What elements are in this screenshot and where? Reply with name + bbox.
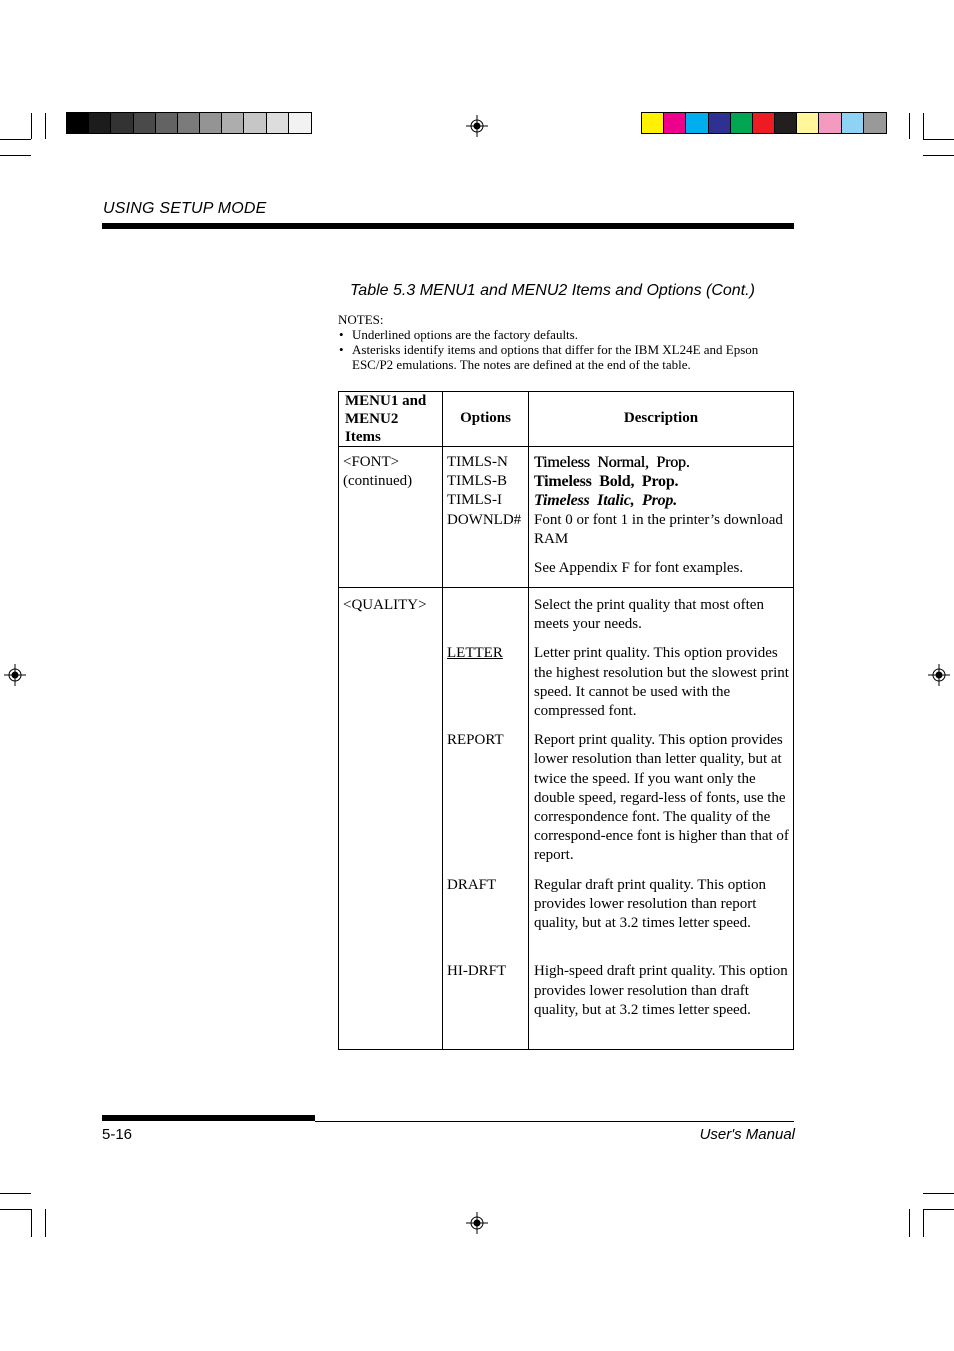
download-description: Font 0 or font 1 in the printer’s download RAM bbox=[534, 511, 783, 547]
header-items bbox=[339, 392, 443, 447]
crop-mark bbox=[923, 113, 924, 139]
options-cell bbox=[443, 588, 529, 1050]
color-swatch bbox=[111, 113, 133, 133]
crop-mark bbox=[0, 1193, 31, 1194]
color-swatch bbox=[664, 113, 686, 133]
color-swatch bbox=[753, 113, 775, 133]
table-row-quality bbox=[339, 588, 794, 1050]
crop-mark bbox=[31, 113, 32, 139]
notes-label: NOTES: bbox=[338, 312, 384, 327]
table-header-row bbox=[339, 392, 794, 447]
color-swatch bbox=[797, 113, 819, 133]
option-letter: LETTER bbox=[447, 645, 503, 662]
registration-target-icon bbox=[4, 664, 26, 686]
table-title: Table 5.3 MENU1 and MENU2 Items and Options (Cont.) bbox=[350, 282, 755, 299]
registration-target-icon bbox=[928, 664, 950, 686]
color-swatch bbox=[244, 113, 266, 133]
letter-description: Letter print quality. This option provides the highest resolution but the slowest print speed. It cannot be used with the compressed font. bbox=[534, 645, 789, 719]
note-item: • Underlined options are the factory defaults. bbox=[338, 327, 788, 342]
option-timls-n: TIMLS-N bbox=[447, 454, 508, 470]
color-swatch bbox=[842, 113, 864, 133]
color-swatch bbox=[731, 113, 753, 133]
header-options: Options bbox=[443, 392, 529, 447]
crop-mark bbox=[909, 1209, 910, 1237]
crop-mark bbox=[923, 1209, 954, 1210]
header-rule bbox=[102, 223, 794, 229]
option-timls-i: TIMLS-I bbox=[447, 492, 502, 509]
color-swatch bbox=[222, 113, 244, 133]
color-swatch bbox=[289, 113, 311, 133]
color-swatch bbox=[156, 113, 178, 133]
crop-mark bbox=[923, 1209, 924, 1237]
color-swatch bbox=[267, 113, 289, 133]
color-swatch bbox=[200, 113, 222, 133]
item-cell bbox=[339, 447, 443, 588]
description-cell bbox=[529, 588, 794, 1050]
font-sample-italic: Timeless Italic, Prop. bbox=[534, 492, 678, 510]
process-color-bar bbox=[641, 112, 887, 134]
color-swatch bbox=[134, 113, 156, 133]
page-number: 5-16 bbox=[102, 1126, 133, 1143]
color-swatch bbox=[709, 113, 731, 133]
option-timls-b: TIMLS-B bbox=[447, 473, 507, 490]
option-hi-drft: HI-DRFT bbox=[447, 963, 507, 980]
font-sample-bold: Timeless Bold, Prop. bbox=[534, 473, 679, 491]
options-cell bbox=[443, 447, 529, 588]
item-name: <QUALITY> bbox=[343, 597, 427, 613]
crop-mark bbox=[923, 155, 954, 156]
document-title: User's Manual bbox=[699, 1126, 795, 1143]
crop-mark bbox=[0, 155, 31, 156]
table-row-font bbox=[339, 447, 794, 588]
color-swatch bbox=[864, 113, 886, 133]
section-title: USING SETUP MODE bbox=[103, 200, 267, 217]
header-items-text: MENU1 and MENU2 Items bbox=[345, 393, 427, 445]
crop-mark bbox=[909, 113, 910, 139]
registration-target-icon bbox=[466, 1212, 488, 1234]
hi-drft-description: High-speed draft print quality. This option provides lower resolution than draft quality, but at 3.2 times letter speed. bbox=[534, 963, 788, 1018]
notes bbox=[338, 312, 788, 372]
item-name: <FONT> bbox=[343, 454, 400, 470]
description-cell bbox=[529, 447, 794, 588]
color-swatch bbox=[775, 113, 797, 133]
crop-mark bbox=[45, 113, 46, 139]
color-swatch bbox=[89, 113, 111, 133]
item-cell bbox=[339, 588, 443, 1050]
color-swatch bbox=[686, 113, 708, 133]
color-swatch bbox=[67, 113, 89, 133]
quality-intro: Select the print quality that most often meets your needs. bbox=[534, 597, 764, 633]
grayscale-color-bar bbox=[66, 112, 312, 134]
item-name-continued: (continued) bbox=[343, 473, 413, 490]
crop-mark bbox=[923, 139, 954, 140]
footer-rule-thin bbox=[315, 1121, 794, 1122]
crop-mark bbox=[0, 1209, 31, 1210]
registration-target-icon bbox=[466, 115, 488, 137]
appendix-note: See Appendix F for font examples. bbox=[534, 560, 744, 577]
option-draft: DRAFT bbox=[447, 876, 497, 893]
menu-options-table bbox=[338, 391, 794, 1050]
footer-rule-thick bbox=[102, 1115, 315, 1121]
crop-mark bbox=[31, 1209, 32, 1237]
note-item: • Asterisks identify items and options that differ for the IBM XL24E and Epson ESC/P2 emulations. The notes are defined at the end of the table. bbox=[338, 342, 788, 372]
color-swatch bbox=[178, 113, 200, 133]
crop-mark bbox=[45, 1209, 46, 1237]
report-description: Report print quality. This option provides lower resolution than letter quality, but at twice the speed. If you want only the double speed, regard-less of fonts, use the correspondence font. The quality of the correspond-ence font is higher than that of report. bbox=[534, 732, 789, 864]
draft-description: Regular draft print quality. This option provides lower resolution than report quality, but at 3.2 times letter speed. bbox=[534, 876, 767, 931]
font-sample-normal: Timeless Normal, Prop. bbox=[534, 454, 690, 471]
color-swatch bbox=[642, 113, 664, 133]
color-swatch bbox=[819, 113, 841, 133]
crop-mark bbox=[0, 139, 31, 140]
header-description: Description bbox=[529, 392, 794, 447]
crop-mark bbox=[923, 1193, 954, 1194]
option-downld: DOWNLD# bbox=[447, 511, 522, 528]
option-report: REPORT bbox=[447, 732, 504, 749]
